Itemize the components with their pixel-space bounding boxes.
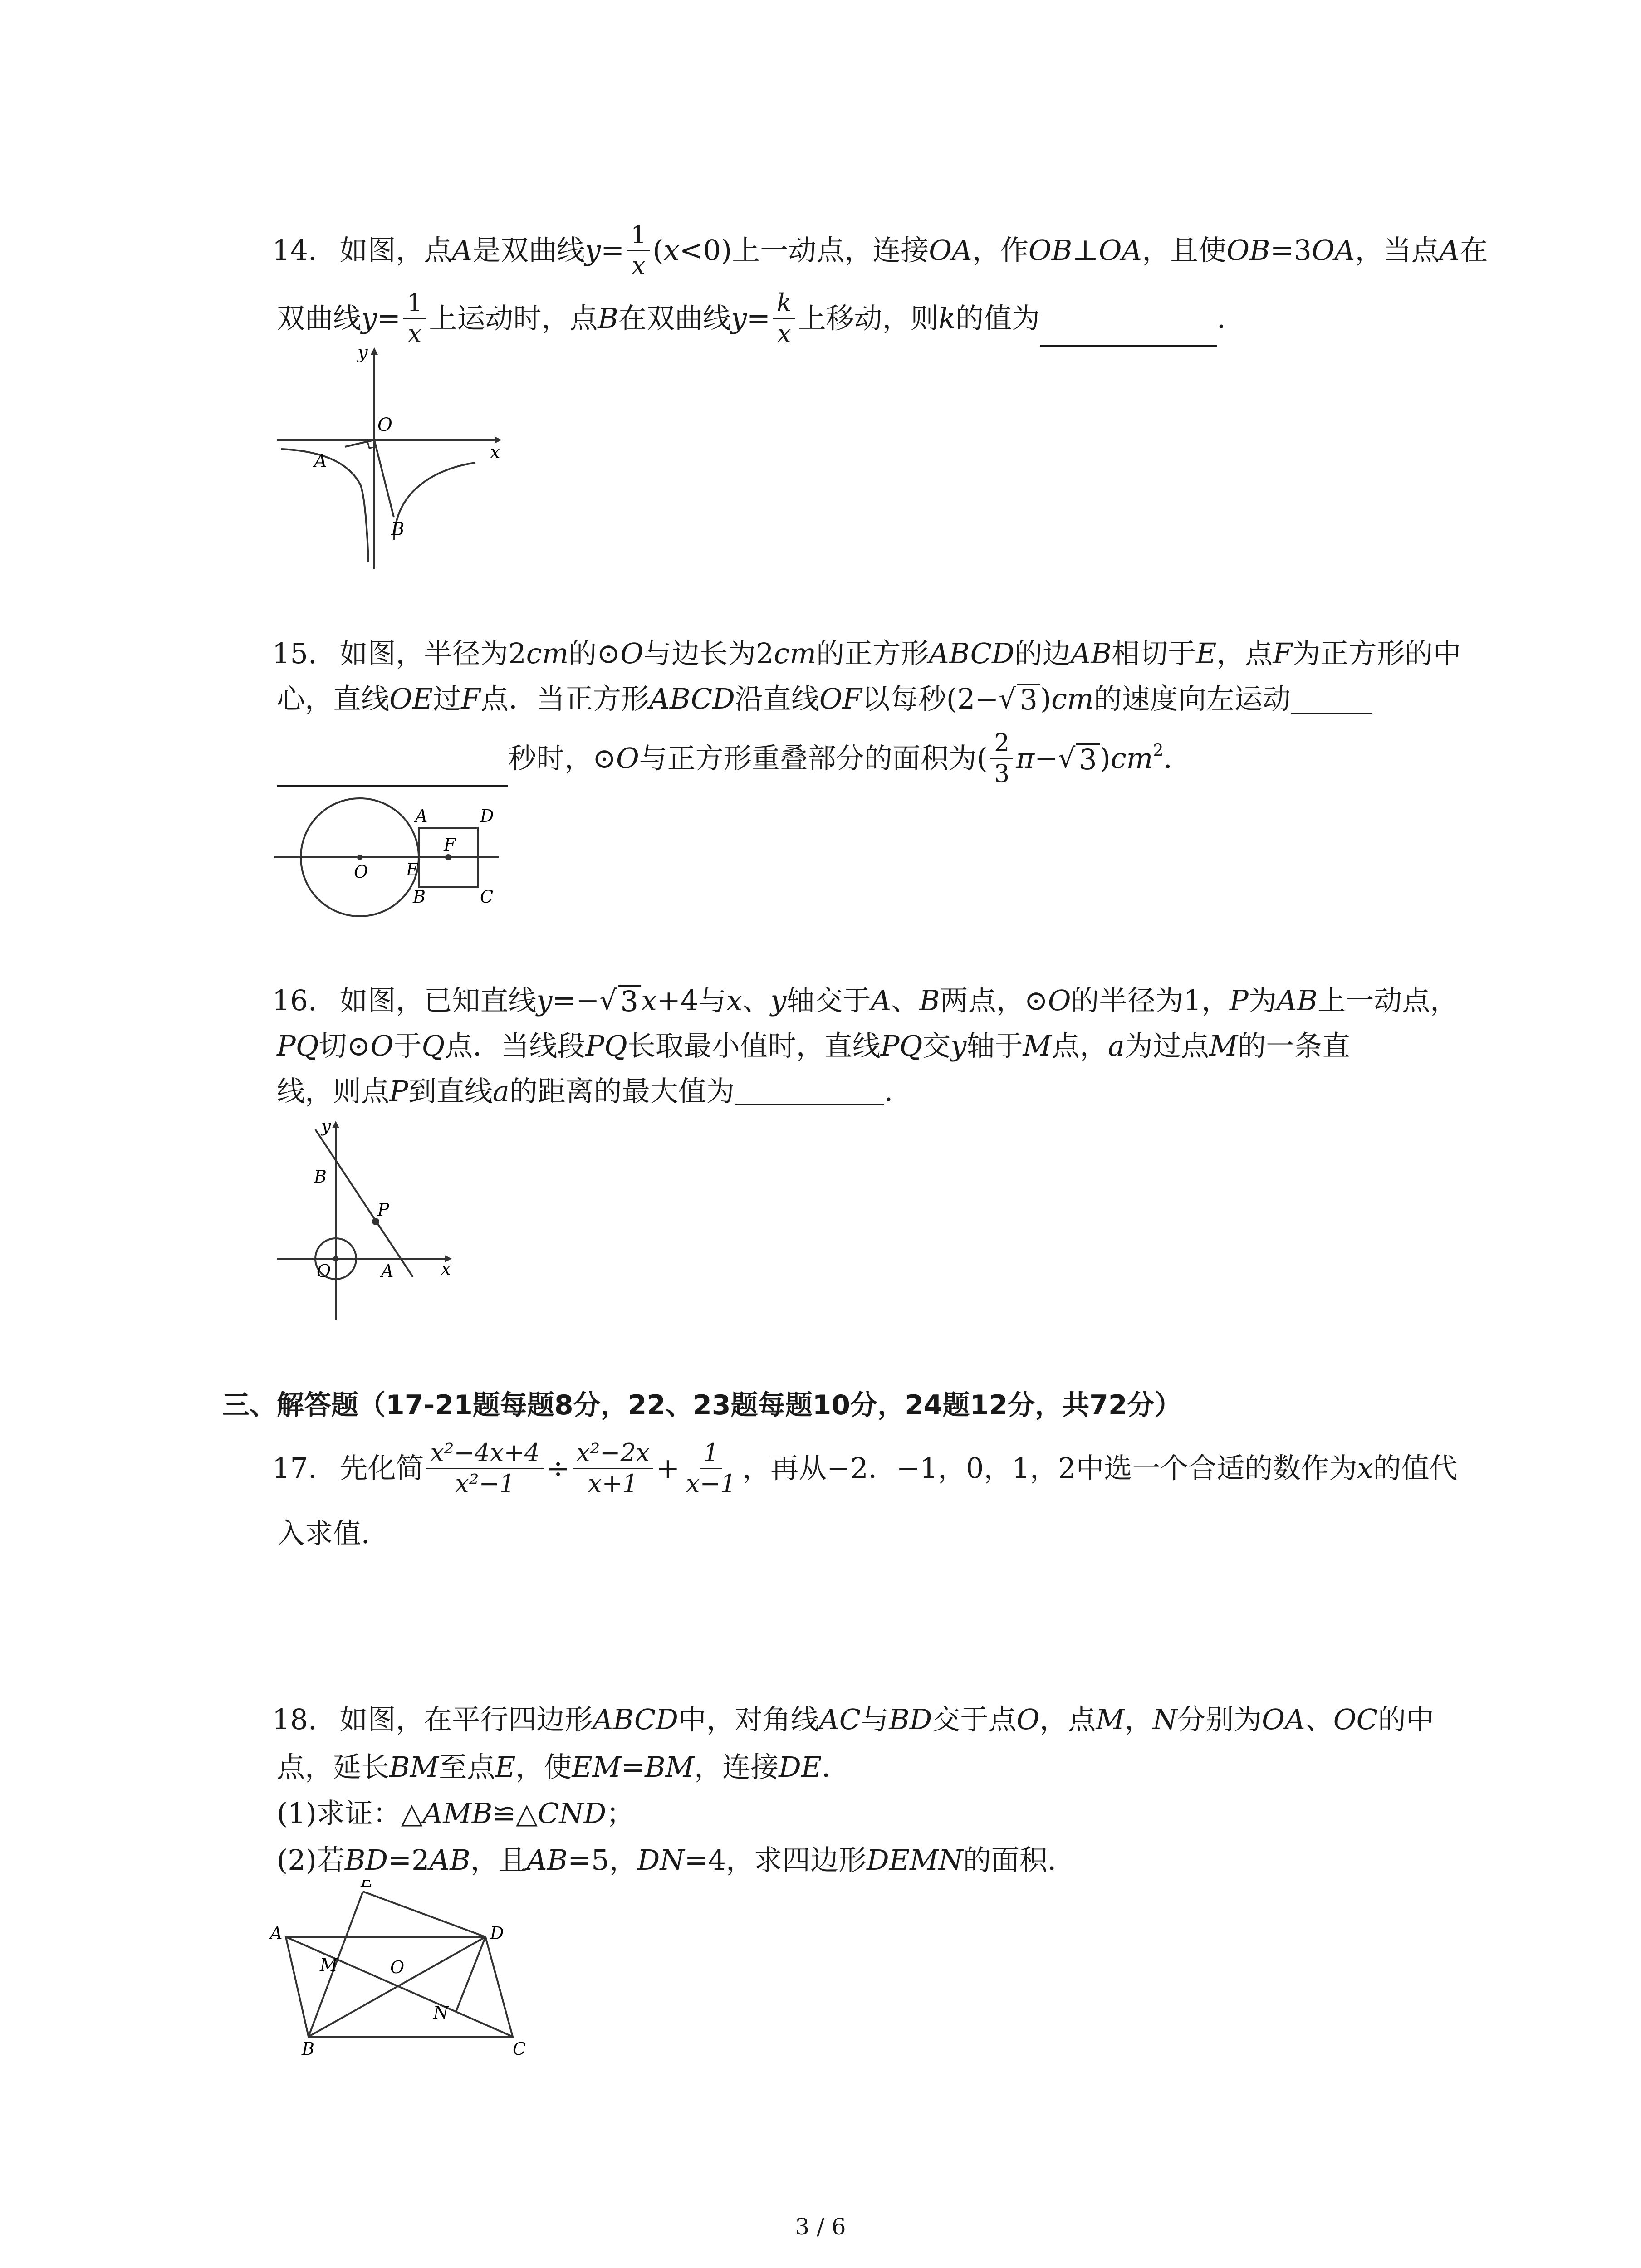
fraction-denominator: x+1: [588, 1469, 638, 1498]
q15-answer-blank-part1[interactable]: [1291, 685, 1372, 714]
label-B: B: [391, 519, 405, 540]
q14-fraction: [627, 222, 650, 279]
segment-OA: [345, 440, 374, 447]
fraction-numerator: 1: [700, 1440, 722, 1469]
q18-figure: [268, 1880, 540, 2063]
q14-line1: [272, 222, 1488, 279]
q14-var: OB: [1226, 234, 1270, 267]
q15-text: 沿直线: [735, 682, 819, 715]
q18-text: 交于点: [932, 1702, 1017, 1736]
q15-var: OF: [819, 682, 862, 715]
center-F: [445, 854, 451, 860]
q17-text: 入求值．: [277, 1516, 390, 1550]
q16-text: 、: [742, 983, 771, 1017]
q15-line3: 秒时，⊙O与正方形重叠部分的面积为( $\frac{2}{3}$ π−√ $3)cm^2$．: [277, 730, 1191, 787]
q15-line1: [272, 637, 1461, 668]
fraction-numerator: 2: [990, 730, 1013, 759]
label-E: E: [406, 860, 419, 880]
segment-DN: [456, 1937, 485, 2012]
fraction-denominator: x−1: [686, 1469, 736, 1498]
q14-var: OA: [1098, 234, 1142, 267]
fraction-numerator: k: [773, 290, 795, 319]
q18-text: (1)求证：△: [277, 1796, 423, 1830]
label-O: O: [354, 862, 368, 882]
q15-text: 的⊙: [568, 636, 621, 670]
line-AB: [315, 1129, 413, 1277]
q18-var: CND: [537, 1796, 607, 1830]
q18-text: 与: [861, 1702, 889, 1736]
q14-fraction: [403, 290, 426, 347]
q16-var: x: [726, 983, 743, 1017]
q15-text: ): [1040, 682, 1052, 715]
q17-number: 17.: [272, 1452, 317, 1485]
label-P: P: [377, 1200, 389, 1220]
q18-var: OC: [1333, 1702, 1378, 1736]
q15-var: OE: [389, 682, 433, 715]
q18-var: BM: [645, 1750, 695, 1784]
fraction-numerator: 1: [627, 222, 650, 251]
q16-line3: [277, 1074, 912, 1108]
q16-text: 、: [891, 983, 920, 1017]
q16-text: 两点，⊙: [940, 983, 1048, 1017]
q16-var: x: [641, 983, 657, 1017]
q15-text: ，点: [1216, 636, 1273, 670]
q16-var: a: [492, 1074, 509, 1108]
q18-var: AC: [819, 1702, 861, 1736]
q18-text: ，: [1124, 1702, 1153, 1736]
q18-text: ，且: [470, 1843, 527, 1877]
label-D: D: [490, 1923, 504, 1943]
q15-text: 相切于: [1112, 636, 1196, 670]
q14-var: A: [1439, 234, 1460, 267]
q15-text: 过: [433, 682, 461, 715]
q16-var: O: [1048, 983, 1071, 1017]
q16-var: a: [1107, 1029, 1125, 1062]
q18-var: DE: [779, 1750, 822, 1784]
q18-text: 、: [1305, 1702, 1333, 1736]
label-M: M: [320, 1955, 338, 1975]
q14-text: 双曲线: [277, 302, 362, 335]
q14-var: OA: [929, 234, 972, 267]
label-A: A: [314, 451, 327, 472]
segment-OB: [374, 440, 394, 517]
q15-var: ABCD: [929, 636, 1014, 670]
q18-line2: [277, 1750, 850, 1784]
q18-var: AMB: [422, 1796, 493, 1830]
q15-var: cm: [1051, 682, 1094, 715]
q18-var: DEMN: [867, 1843, 963, 1877]
q14-text: ．: [1217, 302, 1245, 335]
q18-var: AB: [429, 1843, 470, 1877]
q18-text: ，连接: [694, 1750, 779, 1784]
q18-text: ；: [606, 1796, 635, 1830]
fraction-denominator: x: [632, 251, 646, 280]
q18-text: ≌△: [492, 1796, 538, 1830]
q14-number: 14.: [272, 234, 317, 267]
q14-text: 上运动时，点: [429, 302, 598, 335]
q16-text: 为过点: [1124, 1029, 1209, 1062]
fraction-denominator: 3: [994, 759, 1010, 788]
q16-var: Q: [421, 1029, 445, 1062]
q15-var: F: [461, 682, 481, 715]
q17-text: 的值代: [1373, 1452, 1458, 1485]
label-O: O: [390, 1957, 405, 1977]
q16-var: P: [389, 1074, 408, 1108]
q14-answer-blank[interactable]: [1040, 318, 1217, 347]
q15-text: 点．当正方形: [480, 682, 650, 715]
center-O: [333, 1256, 338, 1261]
q18-var: OA: [1262, 1702, 1305, 1736]
q15-exponent: 2: [1153, 741, 1164, 760]
q14-var: OB: [1028, 234, 1073, 267]
q16-text: 到直线: [408, 1074, 493, 1108]
q16-text: 线，则点: [277, 1074, 390, 1108]
label-A: A: [415, 806, 428, 826]
q16-text: 如图，已知直线: [339, 983, 537, 1017]
q18-line1: [272, 1703, 1434, 1734]
q15-fraction: [990, 730, 1013, 787]
q18-number: 18.: [272, 1702, 317, 1736]
label-E: E: [361, 1880, 373, 1891]
q15-text: 以每秒(2−: [862, 682, 999, 715]
q16-var: AB: [1276, 983, 1318, 1017]
q14-text: 的值为: [955, 302, 1040, 335]
q15-var: cm: [1110, 742, 1153, 775]
q18-var: ABCD: [593, 1702, 678, 1736]
q14-text: 在双曲线: [618, 302, 731, 335]
q16-var: B: [919, 983, 940, 1017]
q15-text: 与边长为2: [643, 636, 774, 670]
fraction-denominator: x: [407, 319, 422, 348]
label-F: F: [444, 835, 456, 855]
q16-number: 16.: [272, 983, 317, 1017]
q16-text: 上一动点，: [1318, 983, 1459, 1017]
q16-text: 点．当线段: [445, 1029, 586, 1062]
q18-text: 至点: [439, 1750, 495, 1784]
q15-text: 秒时，⊙: [508, 742, 616, 775]
q15-text: 的正方形: [816, 636, 929, 670]
label-A: A: [381, 1261, 394, 1281]
q15-text: 与正方形重叠部分的面积为(: [639, 742, 988, 775]
q18-text: 如图，在平行四边形: [339, 1702, 593, 1736]
q16-var: M: [1209, 1029, 1238, 1062]
q18-var: E: [495, 1750, 516, 1784]
q16-var: y: [950, 1029, 967, 1062]
q18-text: ，点: [1039, 1702, 1096, 1736]
q17-fraction-1: [426, 1440, 544, 1496]
q15-number: 15.: [272, 636, 317, 670]
q18-text: 的面积．: [963, 1843, 1076, 1877]
sqrt-radicand: 3: [618, 985, 641, 1016]
q14-line2: [277, 290, 1245, 347]
label-y: y: [321, 1118, 331, 1136]
q18-text: (2)若: [277, 1843, 345, 1877]
q16-line2: [277, 1030, 1350, 1060]
q14-text: ⊥: [1072, 234, 1099, 267]
q18-var: DN: [637, 1843, 685, 1877]
q16-text: 长取最小值时，直线: [627, 1029, 881, 1062]
q18-var: AB: [526, 1843, 568, 1877]
q15-text: ．: [1163, 742, 1192, 775]
q14-text: 如图，点: [339, 234, 452, 267]
q17-fraction-3: [682, 1440, 740, 1496]
q14-text: 在: [1460, 234, 1488, 267]
segment-DE: [363, 1892, 485, 1937]
q16-text: 轴于: [966, 1029, 1023, 1062]
q16-var: P: [1229, 983, 1249, 1017]
q16-text: 为: [1248, 983, 1277, 1017]
q16-var: M: [1023, 1029, 1052, 1062]
y-axis-arrow: [371, 347, 378, 355]
q15-text: ): [1099, 742, 1111, 775]
section-heading: 三、解答题（17-21题每题8分，22、23题每题10分，24题12分，共72分）: [222, 1389, 1182, 1421]
q14-text: ，且使: [1142, 234, 1227, 267]
q16-var: y=−: [536, 983, 600, 1017]
page-number: 3 / 6: [795, 2214, 846, 2240]
q17-line1: [272, 1440, 1457, 1496]
q18-part1: [277, 1797, 634, 1828]
q17-var: x: [1357, 1452, 1373, 1485]
label-B: B: [302, 2039, 314, 2059]
q14-var: y=: [585, 234, 625, 267]
q16-text: 的半径为1，: [1071, 983, 1230, 1017]
q14-var: B: [598, 302, 618, 335]
label-y: y: [358, 345, 368, 363]
label-A: A: [270, 1923, 283, 1943]
q16-text: 的距离的最大值为: [509, 1074, 735, 1108]
q15-text: 如图，半径为2: [339, 636, 526, 670]
q14-text: =3: [1270, 234, 1312, 267]
q14-var: k: [938, 302, 956, 335]
fraction-numerator: 1: [403, 290, 426, 319]
q15-var: cm: [774, 636, 817, 670]
q16-text: 点，: [1051, 1029, 1108, 1062]
q15-answer-blank-part2[interactable]: [277, 758, 508, 787]
q14-text: 上移动，则: [798, 302, 939, 335]
q15-var: ABCD: [649, 682, 735, 715]
q15-var: O: [620, 636, 644, 670]
q15-text: 的边: [1014, 636, 1071, 670]
q16-text: +4与: [656, 983, 727, 1017]
q17-text: ，再从−2．−1，0，1，2中选一个合适的数作为: [742, 1452, 1357, 1485]
fraction-numerator: x²−4x+4: [426, 1440, 544, 1469]
q16-text: 交: [922, 1029, 951, 1062]
q18-text: 中，对角线: [678, 1702, 819, 1736]
q16-answer-blank[interactable]: [735, 1077, 884, 1105]
y-axis-arrow: [332, 1121, 339, 1128]
fraction-denominator: x²−1: [455, 1469, 515, 1498]
q16-text: ．: [884, 1074, 912, 1108]
label-O: O: [377, 415, 392, 435]
q15-text: 心，直线: [277, 682, 390, 715]
fraction-denominator: x: [777, 319, 791, 348]
q18-text: 点，延长: [277, 1750, 390, 1784]
q18-var: N: [1152, 1702, 1178, 1736]
q14-text: 是双曲线: [472, 234, 585, 267]
q15-var: AB: [1070, 636, 1112, 670]
q17-operator: +: [656, 1452, 680, 1485]
q16-line1: 16. 如图，已知直线y=−√ 3x+4与x、y轴交于A、B两点，⊙O的半径为1，P为AB上一动点，: [272, 983, 1459, 1018]
q18-text: ，使: [515, 1750, 572, 1784]
diagonal-BD: [309, 1937, 485, 2037]
q18-var: BM: [389, 1750, 439, 1784]
q18-var: BD: [344, 1843, 388, 1877]
q15-var: F: [1273, 636, 1293, 670]
q14-figure: [272, 345, 508, 582]
q16-var: PQ: [880, 1029, 923, 1062]
q18-var: M: [1096, 1702, 1125, 1736]
q18-var: EM: [572, 1750, 622, 1784]
label-B: B: [314, 1167, 327, 1187]
q16-var: O: [370, 1029, 394, 1062]
q16-var: A: [871, 983, 892, 1017]
q16-text: 于: [393, 1029, 422, 1062]
q17-operator: ÷: [546, 1452, 570, 1485]
q15-var: π−: [1016, 742, 1058, 775]
q16-var: y: [770, 983, 787, 1017]
q15-text: 为正方形的中: [1292, 636, 1461, 670]
q17-text: 先化简: [339, 1452, 424, 1485]
q16-text: 轴交于: [786, 983, 871, 1017]
q18-text: ．: [822, 1750, 850, 1784]
label-C: C: [480, 887, 494, 907]
q18-var: O: [1016, 1702, 1040, 1736]
hyperbola-right-branch: [394, 463, 475, 540]
q14-text: (: [652, 234, 664, 267]
sqrt-radicand: 3: [1076, 743, 1099, 774]
label-O: O: [317, 1261, 331, 1281]
q16-var: PQ: [585, 1029, 627, 1062]
q14-var: x: [663, 234, 680, 267]
center-O: [357, 855, 362, 860]
q15-var: cm: [526, 636, 569, 670]
q15-line2: 心，直线OE过F点．当正方形ABCD沿直线OF以每秒(2−√ 3)cm的速度向左运动: [277, 683, 1372, 714]
q18-var: BD: [889, 1702, 932, 1736]
q18-text: =: [621, 1750, 645, 1784]
label-B: B: [413, 887, 426, 907]
q16-text: 的一条直: [1238, 1029, 1351, 1062]
q16-var: PQ: [277, 1029, 319, 1062]
q18-text: =5，: [568, 1843, 637, 1877]
q18-text: 的中: [1378, 1702, 1435, 1736]
q16-text: 切⊙: [318, 1029, 371, 1062]
q14-fraction: [773, 290, 795, 347]
label-x: x: [490, 442, 500, 463]
q14-var: OA: [1312, 234, 1355, 267]
fraction-numerator: x²−2x: [573, 1440, 653, 1469]
label-N: N: [433, 2003, 449, 2023]
q18-text: =2: [388, 1843, 430, 1877]
q14-var: y=: [361, 302, 401, 335]
q15-var: E: [1196, 636, 1217, 670]
q14-var: y=: [730, 302, 770, 335]
q15-text: 的速度向左运动: [1093, 682, 1291, 715]
q15-figure: [272, 789, 526, 923]
q18-text: =4，求四边形: [684, 1843, 867, 1877]
q14-text: <0)上一动点，连接: [679, 234, 929, 267]
sqrt-radicand: 3: [1017, 684, 1040, 714]
label-C: C: [513, 2039, 526, 2059]
q14-text: ，作: [972, 234, 1029, 267]
q17-line2: [277, 1517, 389, 1548]
q18-part2: [277, 1843, 1076, 1877]
label-x: x: [441, 1259, 451, 1279]
q17-fraction-2: [573, 1440, 653, 1496]
q14-text: ，当点: [1355, 234, 1440, 267]
q18-text: 分别为: [1177, 1702, 1262, 1736]
q14-var: A: [452, 234, 473, 267]
q15-var: O: [616, 742, 639, 775]
q16-figure: [272, 1118, 463, 1329]
label-D: D: [480, 806, 494, 826]
